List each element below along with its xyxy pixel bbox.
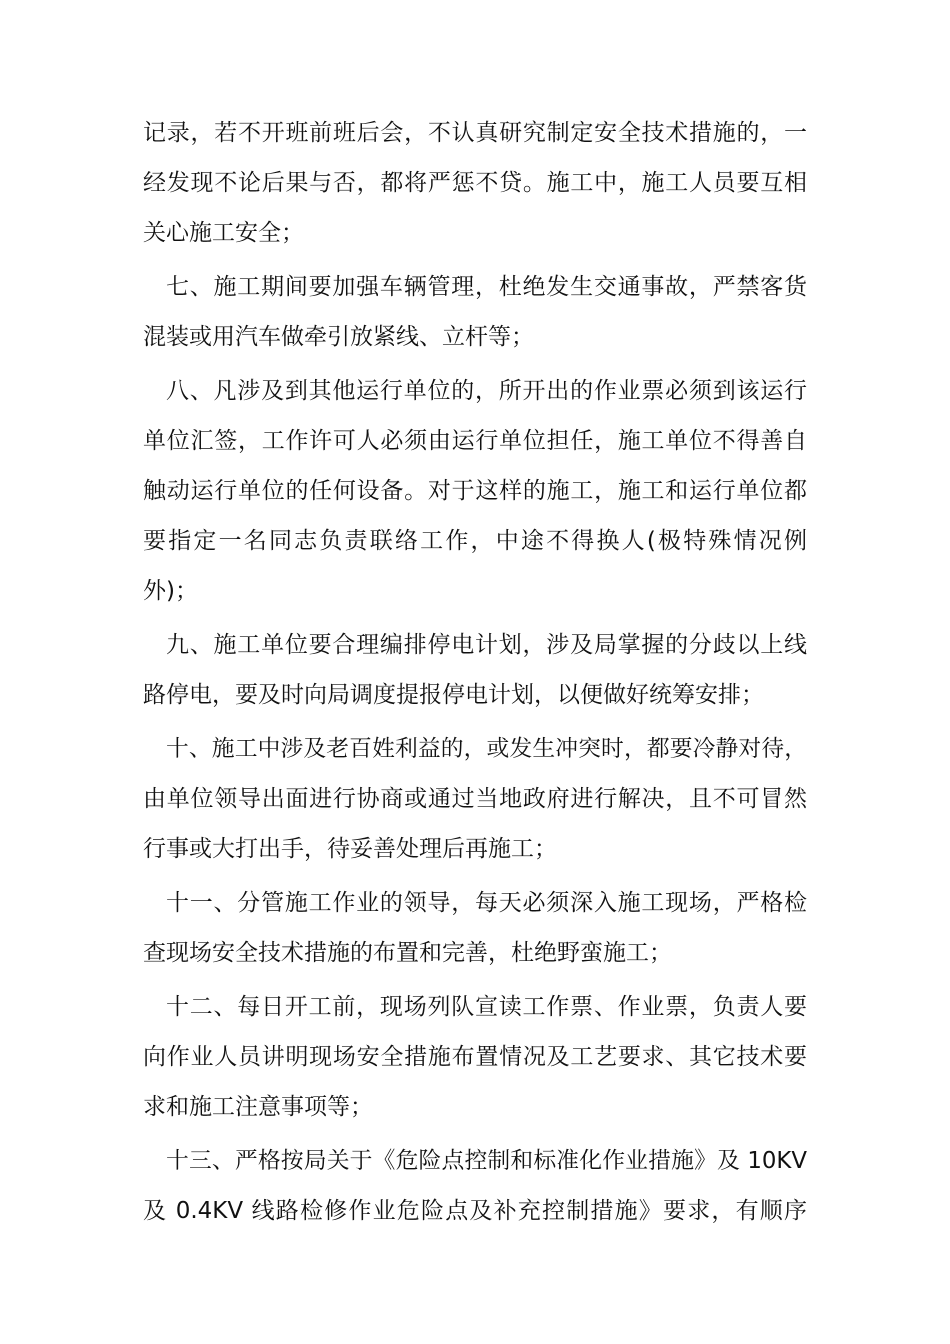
text-line: 单位汇签，工作许可人必须由运行单位担任，施工单位不得善自 [143, 428, 807, 454]
text-line: 向作业人员讲明现场安全措施布置情况及工艺要求、其它技术要 [143, 1044, 807, 1070]
text-line: 十三、严格按局关于《危险点控制和标准化作业措施》及 10KV [166, 1148, 807, 1174]
paragraph-item-11 [143, 878, 807, 978]
text-line: 记录，若不开班前班后会，不认真研究制定安全技术措施的，一 [143, 120, 807, 146]
text-line: 路停电，要及时向局调度提报停电计划，以便做好统筹安排； [143, 682, 764, 708]
text-line: 十一、分管施工作业的领导，每天必须深入施工现场，严格检 [166, 890, 807, 916]
paragraph-item-12 [143, 982, 807, 1132]
text-line: 由单位领导出面进行协商或通过当地政府进行解决，且不可冒然 [143, 786, 807, 812]
text-line: 关心施工安全； [143, 220, 304, 246]
text-line: 十二、每日开工前，现场列队宣读工作票、作业票，负责人要 [166, 994, 807, 1020]
text-line: 混装或用汽车做牵引放紧线、立杆等； [143, 324, 534, 350]
paragraph-item-9 [143, 620, 807, 720]
text-line: 查现场安全技术措施的布置和完善，杜绝野蛮施工； [143, 940, 672, 966]
document-body [143, 108, 807, 1236]
text-line: 及 0.4KV 线路检修作业危险点及补充控制措施》要求，有顺序 [143, 1198, 807, 1224]
text-line: 经发现不论后果与否，都将严惩不贷。施工中，施工人员要互相 [143, 170, 807, 196]
paragraph-item-8 [143, 366, 807, 616]
text-line: 八、凡涉及到其他运行单位的，所开出的作业票必须到该运行 [166, 378, 807, 404]
text-line: 外)； [143, 578, 198, 604]
text-line: 行事或大打出手，待妥善处理后再施工； [143, 836, 557, 862]
paragraph-continued [143, 108, 807, 258]
paragraph-item-10 [143, 724, 807, 874]
text-line: 要指定一名同志负责联络工作，中途不得换人(极特殊情况例 [143, 528, 807, 554]
text-line: 十、施工中涉及老百姓利益的，或发生冲突时，都要冷静对待， [166, 736, 807, 762]
text-line: 触动运行单位的任何设备。对于这样的施工，施工和运行单位都 [143, 478, 807, 504]
text-line: 求和施工注意事项等； [143, 1094, 373, 1120]
text-line: 七、施工期间要加强车辆管理，杜绝发生交通事故，严禁客货 [166, 274, 807, 300]
paragraph-item-7 [143, 262, 807, 362]
paragraph-item-13 [143, 1136, 807, 1236]
text-line: 九、施工单位要合理编排停电计划，涉及局掌握的分歧以上线 [166, 632, 807, 658]
